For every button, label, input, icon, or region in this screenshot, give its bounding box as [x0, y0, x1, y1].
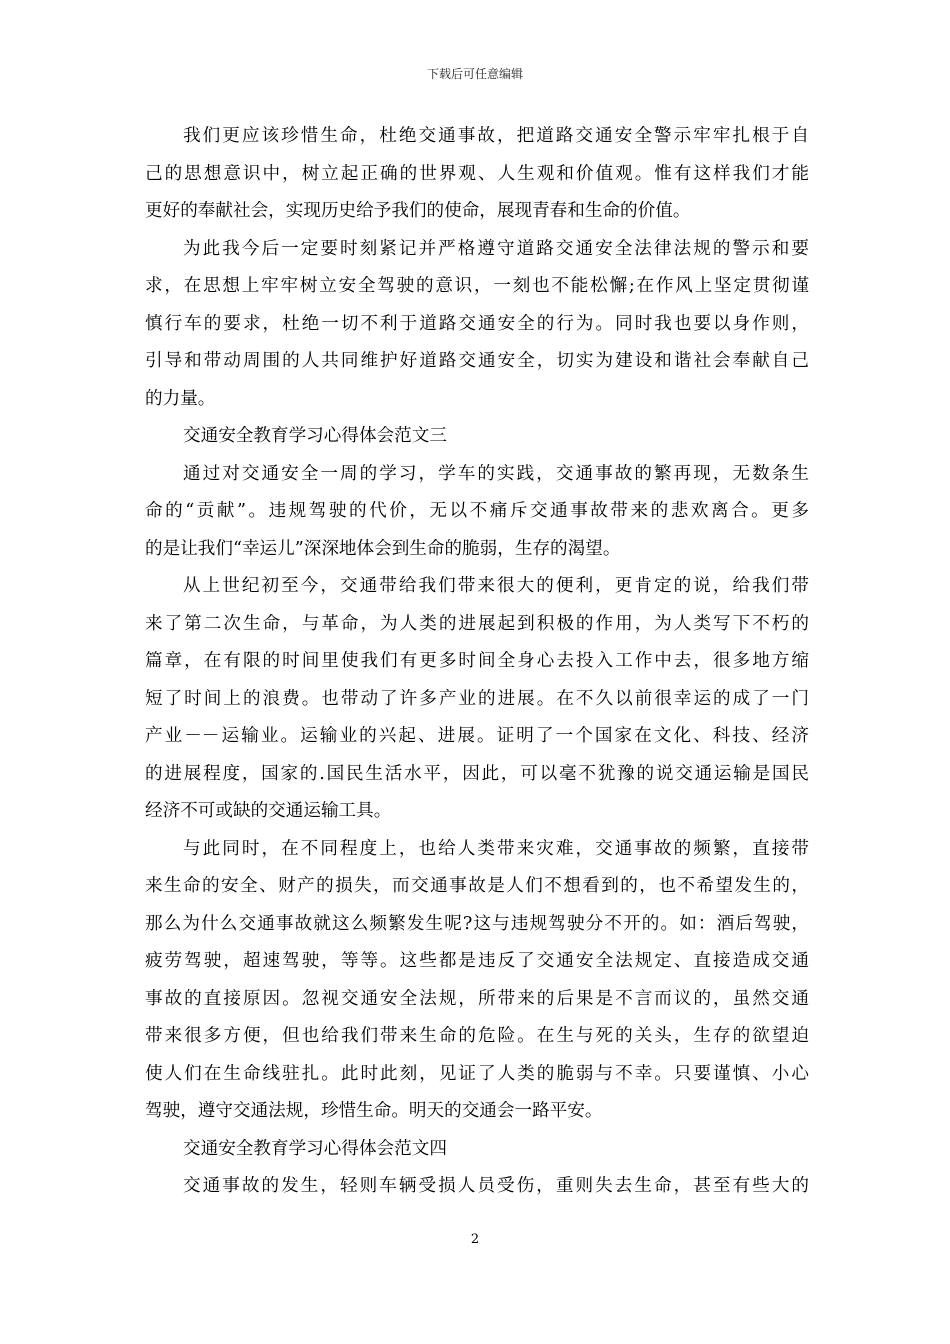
text-line: 使人们在生命线驻扎。此时此刻，见证了人类的脆弱与不幸。只要谨慎、小心: [145, 1063, 809, 1084]
text-line: 慎行车的要求，杜绝一切不利于道路交通安全的行为。同时我也要以身作则，: [145, 313, 809, 334]
text-line: 来了第二次生命，与革命，为人类的进展起到积极的作用，为人类写下不朽的: [145, 613, 809, 634]
text-line: 为此我今后一定要时刻紧记并严格遵守道路交通安全法律法规的警示和要: [183, 238, 809, 259]
text-line: 产业－－运输业。运输业的兴起、进展。证明了一个国家在文化、科技、经济: [145, 726, 809, 746]
text-line: 的是让我们“幸运儿”深深地体会到生命的脆弱，生存的渴望。: [145, 538, 621, 559]
text-line: 来生命的安全、财产的损失，而交通事故是人们不想看到的，也不希望发生的，: [145, 876, 809, 896]
text-line: 更好的奉献社会，实现历史给予我们的使命，展现青春和生命的价值。: [145, 201, 691, 221]
text-line: 求，在思想上牢牢树立安全驾驶的意识，一刻也不能松懈;在作风上坚定贯彻谨: [145, 276, 809, 296]
text-line: 与此同时，在不同程度上，也给人类带来灾难，交通事故的频繁，直接带: [183, 838, 809, 859]
text-line: 疲劳驾驶，超速驾驶，等等。这些都是违反了交通安全法规定、直接造成交通: [145, 951, 809, 971]
text-line: 的力量。: [145, 388, 216, 409]
text-line: 我们更应该珍惜生命，杜绝交通事故，把道路交通安全警示牢牢扎根于自: [183, 126, 809, 146]
text-line: 从上世纪初至今，交通带给我们带来很大的便利，更肯定的说，给我们带: [183, 576, 809, 596]
text-line: 交通事故的发生，轻则车辆受损人员受伤，重则失去生命，甚至有些大的: [183, 1176, 809, 1196]
text-line: 交通安全教育学习心得体会范文三: [183, 426, 447, 446]
text-line: 篇章，在有限的时间里使我们有更多时间全身心去投入工作中去，很多地方缩: [145, 651, 809, 671]
text-line: 事故的直接原因。忽视交通安全法规，所带来的后果是不言而议的，虽然交通: [145, 988, 809, 1009]
text-line: 交通安全教育学习心得体会范文四: [183, 1138, 447, 1159]
text-line: 己的思想意识中，树立起正确的世界观、人生观和价值观。惟有这样我们才能: [145, 163, 809, 184]
text-line: 带来很多方便，但也给我们带来生命的危险。在生与死的关头，生存的欲望迫: [145, 1026, 809, 1046]
text-line: 短了时间上的浪费。也带动了许多产业的进展。在不久以前很幸运的成了一门: [145, 688, 809, 709]
document-body: [145, 118, 809, 1206]
text-line: 那么为什么交通事故就这么频繁发生呢?这与违规驾驶分不开的。如：酒后驾驶，: [145, 913, 809, 934]
page-header: 下载后可任意编辑: [426, 67, 523, 81]
text-line: 引导和带动周围的人共同维护好道路交通安全，切实为建设和谐社会奉献自己: [145, 351, 809, 371]
text-line: 的进展程度，国家的.国民生活水平，因此，可以毫不犹豫的说交通运输是国民: [145, 763, 809, 784]
text-line: 命的“贡献”。违规驾驶的代价，无以不痛斥交通事故带来的悲欢离合。更多: [145, 501, 809, 521]
text-line: 通过对交通安全一周的学习，学车的实践，交通事故的繁再现，无数条生: [183, 463, 809, 484]
text-line: 经济不可或缺的交通运输工具。: [145, 801, 392, 821]
text-line: 驾驶，遵守交通法规，珍惜生命。明天的交通会一路平安。: [145, 1101, 603, 1121]
page-number: 2: [470, 1232, 480, 1247]
